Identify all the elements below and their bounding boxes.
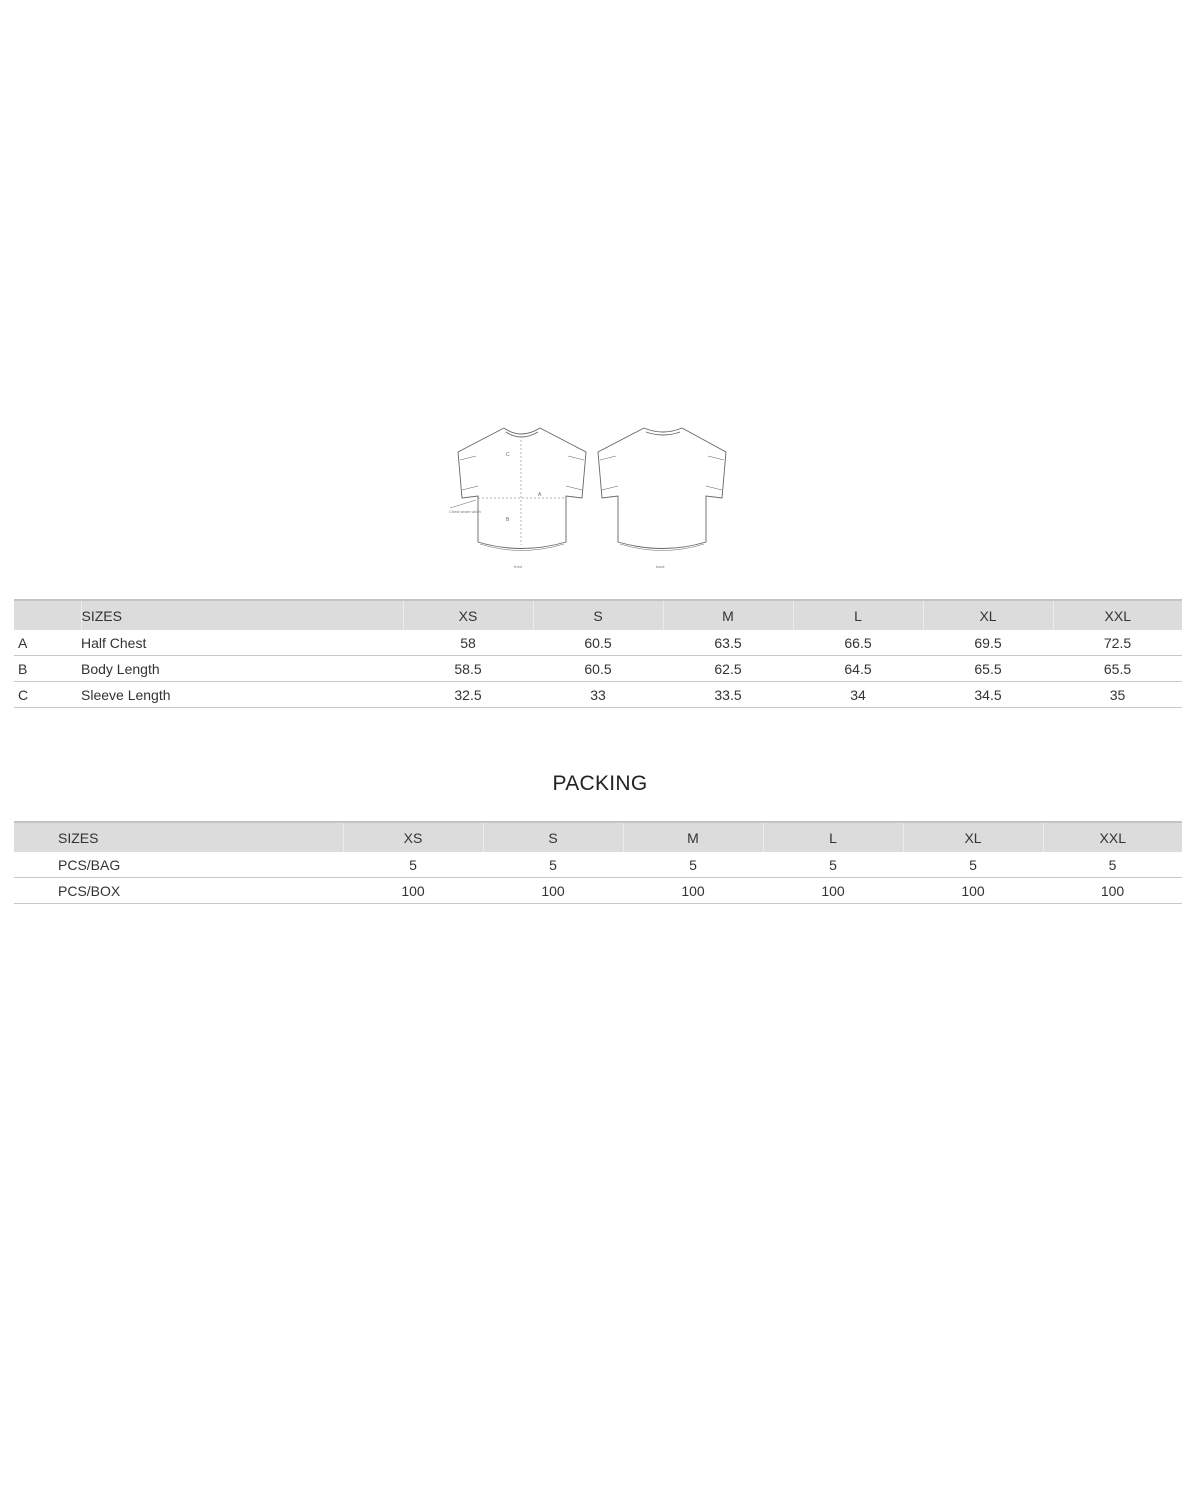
value-cell: 5 (903, 852, 1043, 878)
value-cell: 100 (623, 878, 763, 904)
back-view-label: back (656, 564, 665, 569)
header-size-s: S (483, 822, 623, 852)
table-row (14, 656, 1182, 682)
size-measurement-table (14, 599, 1182, 708)
row-label: PCS/BAG (14, 852, 343, 878)
table-row (14, 878, 1182, 904)
header-size-xl: XL (903, 822, 1043, 852)
header-size-m: M (623, 822, 763, 852)
value-cell: 34.5 (923, 682, 1053, 708)
value-cell: 100 (1043, 878, 1182, 904)
header-size-s: S (533, 600, 663, 630)
measure-a-label: A (538, 492, 542, 498)
header-size-xs: XS (403, 600, 533, 630)
value-cell: 100 (903, 878, 1043, 904)
value-cell: 5 (623, 852, 763, 878)
table-header-row (14, 822, 1182, 852)
value-cell: 65.5 (1053, 656, 1182, 682)
value-cell: 5 (483, 852, 623, 878)
value-cell: 66.5 (793, 630, 923, 656)
value-cell: 63.5 (663, 630, 793, 656)
row-label: Half Chest (81, 630, 403, 656)
header-sizes: SIZES (14, 822, 343, 852)
neck-note: Chest seam width (449, 509, 481, 514)
header-size-xxl: XXL (1053, 600, 1182, 630)
header-sizes: SIZES (81, 600, 403, 630)
measure-b-label: B (506, 517, 510, 523)
value-cell: 60.5 (533, 656, 663, 682)
row-label: Sleeve Length (81, 682, 403, 708)
header-size-l: L (793, 600, 923, 630)
value-cell: 72.5 (1053, 630, 1182, 656)
row-code: B (14, 656, 81, 682)
value-cell: 65.5 (923, 656, 1053, 682)
header-size-l: L (763, 822, 903, 852)
value-cell: 33.5 (663, 682, 793, 708)
value-cell: 34 (793, 682, 923, 708)
packing-title: PACKING (552, 772, 648, 795)
front-view-label: front (514, 564, 523, 569)
table-row (14, 630, 1182, 656)
header-code-cell (14, 600, 81, 630)
front-view-drawing (450, 428, 586, 551)
value-cell: 32.5 (403, 682, 533, 708)
value-cell: 58.5 (403, 656, 533, 682)
value-cell: 60.5 (533, 630, 663, 656)
value-cell: 100 (483, 878, 623, 904)
row-code: C (14, 682, 81, 708)
header-size-xl: XL (923, 600, 1053, 630)
header-size-xs: XS (343, 822, 483, 852)
value-cell: 100 (343, 878, 483, 904)
header-size-xxl: XXL (1043, 822, 1182, 852)
value-cell: 58 (403, 630, 533, 656)
value-cell: 35 (1053, 682, 1182, 708)
value-cell: 62.5 (663, 656, 793, 682)
packing-table (14, 821, 1182, 904)
measure-c-label: C (506, 452, 510, 458)
value-cell: 5 (1043, 852, 1182, 878)
value-cell: 64.5 (793, 656, 923, 682)
value-cell: 69.5 (923, 630, 1053, 656)
table-header-row (14, 600, 1182, 630)
header-size-m: M (663, 600, 793, 630)
value-cell: 5 (343, 852, 483, 878)
table-row (14, 852, 1182, 878)
garment-technical-sketch (448, 420, 748, 572)
row-code: A (14, 630, 81, 656)
table-row (14, 682, 1182, 708)
value-cell: 33 (533, 682, 663, 708)
back-view-drawing (598, 428, 726, 551)
row-label: PCS/BOX (14, 878, 343, 904)
row-label: Body Length (81, 656, 403, 682)
value-cell: 5 (763, 852, 903, 878)
value-cell: 100 (763, 878, 903, 904)
